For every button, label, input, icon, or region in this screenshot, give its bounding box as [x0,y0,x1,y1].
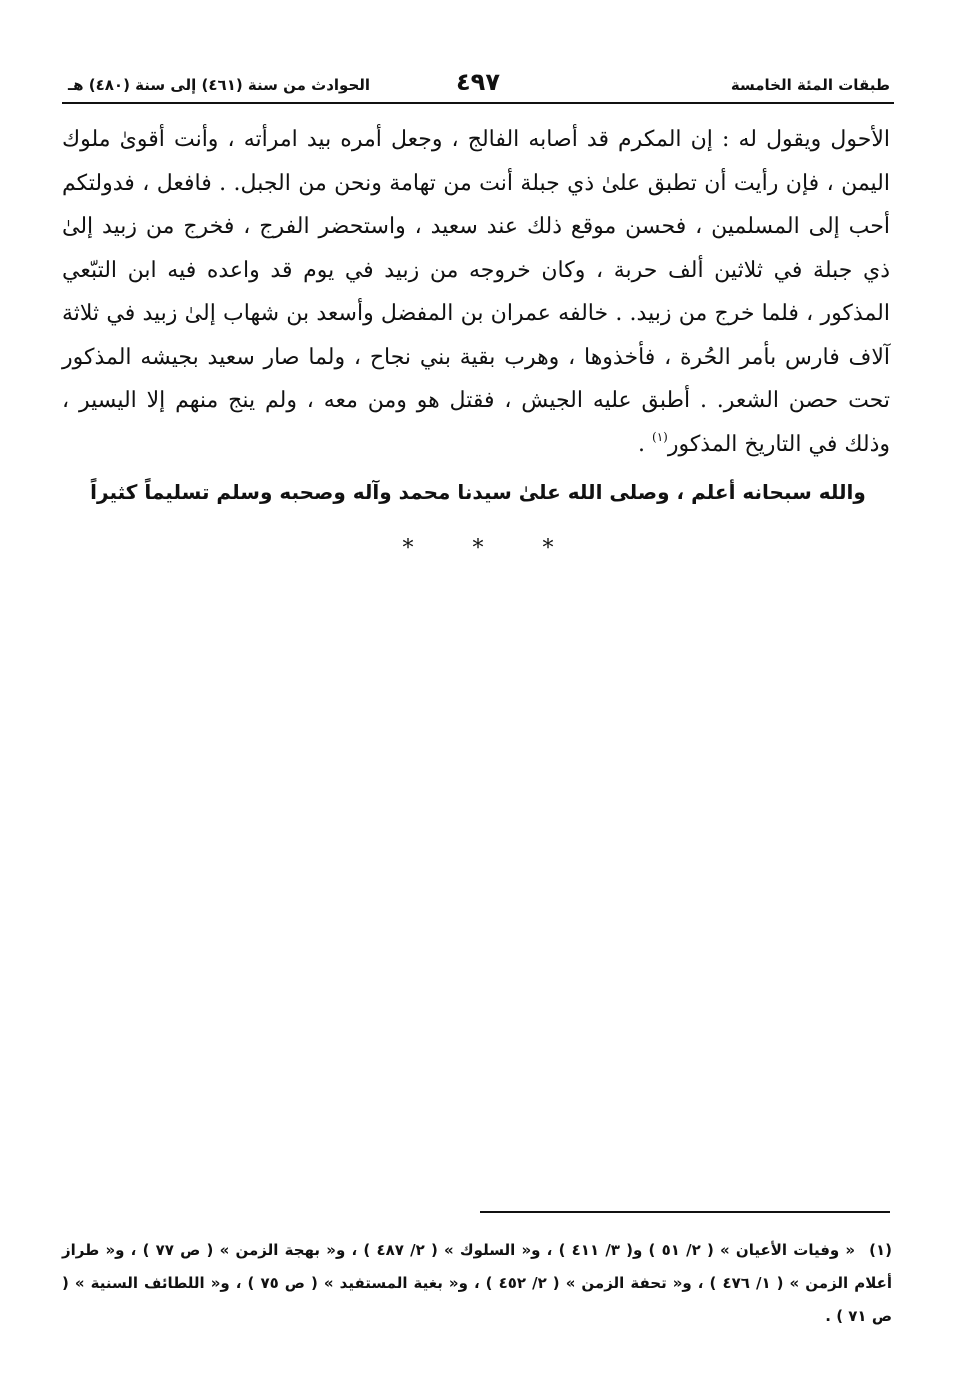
period-range: الحوادث من سنة (٤٦١) إلى سنة (٤٨٠) هـ [68,76,371,94]
page-header [62,68,894,98]
main-paragraph [62,118,890,466]
section-separator: * * * [402,536,580,561]
page-number: ٤٩٧ [456,68,500,96]
running-title: طبقات المئة الخامسة [730,76,890,94]
footnote-text: « وفيات الأعيان » ( ٢/ ٥١ ) و( ٣/ ٤١١ ) ، و« السلوك » ( ٢/ ٤٨٧ ) ، و« بهجة الزمن » ( ص ٧٧ ) ، و« طراز أعلام الزمن » ( ١/ ٤٧٦ ) ، و« تحفة الزمن » ( ٢/ ٤٥٢ ) ، و« بغية المستفيد » ( ص ٧٥ ) ، و« اللطائف السنية » ( ص ٧١ ) . [62,1241,892,1325]
footnote-marker: (١) [652,429,668,444]
paragraph-text: الأحول ويقول له : إن المكرم قد أصابه الفالج ، وجعل أمره بيد امرأته ، وأنت أقوىٰ ملوك اليمن ، فإن رأيت أن تطبق علىٰ ذي جبلة أنت من تهامة ونحن من الجبل. . فافعل ، فدولتكم أحب إلى المسلمين ، فحسن موقع ذلك عند سعيد ، واستحضر الفرج ، فخرج من زبيد إلىٰ ذي جبلة في ثلاثين ألف حربة ، وكان خروجه من زبيد في يوم قد واعده فيه ابن التبّعي المذكور ، فلما خرج من زبيد. . خالفه عمران بن المفضل وأسعد بن شهاب إلىٰ زبيد في ثلاثة آلاف فارس بأمر الحُرة ، فأخذوها ، وهرب بقية بني نجاح ، ولما صار سعيد بجيشه المذكور تحت حصن الشعر. . أطبق عليه الجيش ، فقتل هو ومن معه ، ولم ينج منهم إلا اليسير ، وذلك في التاريخ المذكور [62,127,890,457]
header-divider [62,102,894,104]
footnote-number: (١) [869,1241,893,1259]
footnote [62,1234,892,1333]
closing-invocation: والله سبحانه أعلم ، وصلى الله علىٰ سيدنا محمد وآله وصحبه وسلم تسليماً كثيراً [90,480,866,504]
paragraph-end: . [638,431,653,457]
footnote-divider [480,1211,890,1213]
